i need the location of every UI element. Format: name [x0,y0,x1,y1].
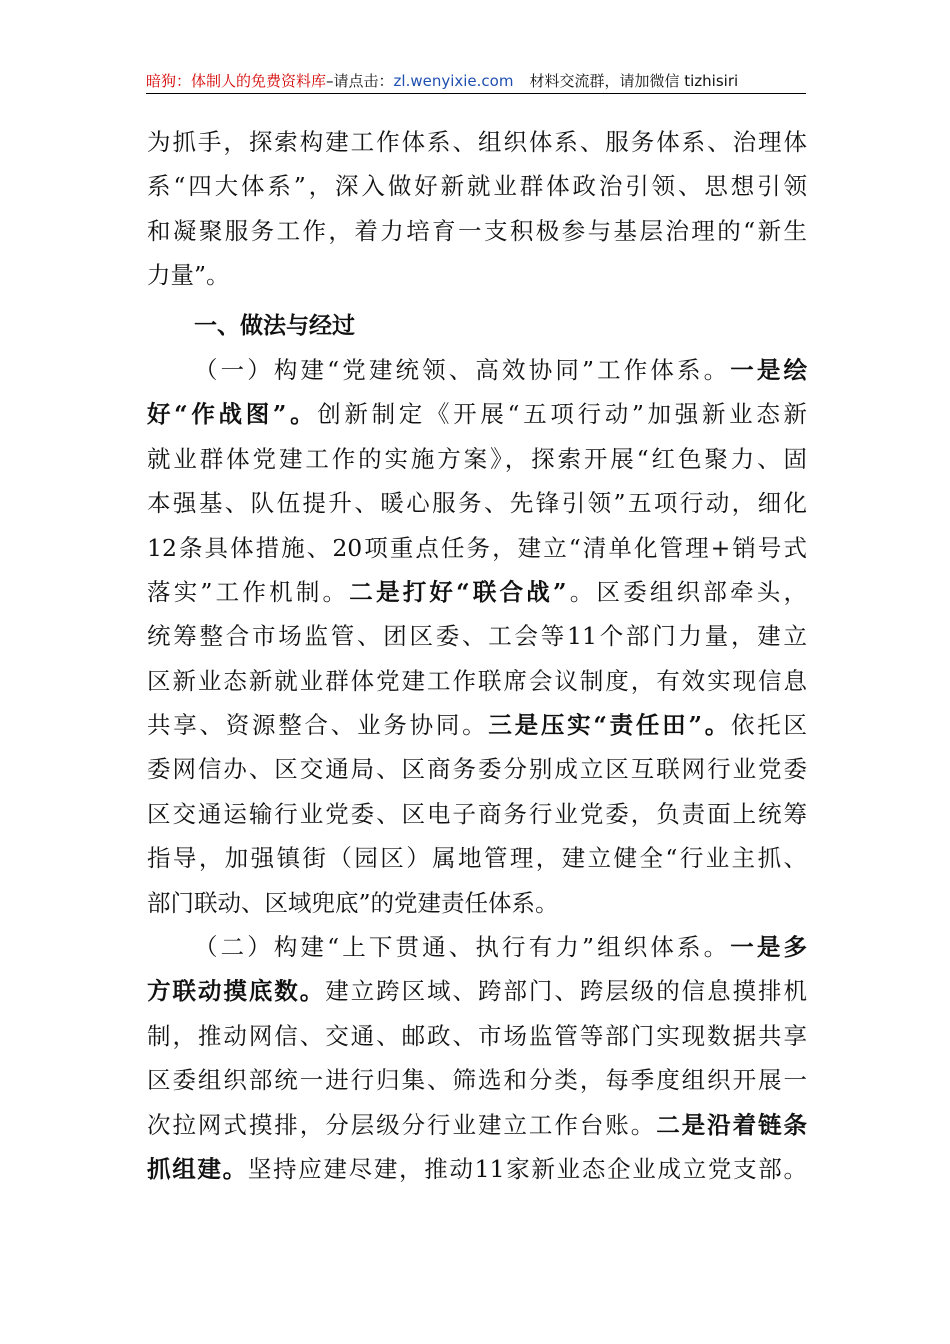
paragraph-line [147,969,807,1013]
paragraph-line: 系“四大体系”，深入做好新就业群体政治引领、思想引领 [147,172,807,201]
header-url-link[interactable]: zl.wenyixie.com [393,72,514,90]
bold-lead: 二是打好“联合战” [349,577,567,606]
paragraph-line: 12条具体措施、20项重点任务，建立“清单化管理+销号式 [147,533,807,562]
paragraph-line [147,925,807,969]
paragraph-line: 区新业态新就业群体党建工作联席会议制度，有效实现信息 [147,666,807,695]
bold-lead: 二是沿着链条 [656,1110,808,1139]
bold-lead: 好“作战图”。 [147,400,318,429]
bold-lead: 一是绘 [730,355,808,384]
paragraph-line [147,570,807,614]
paragraph-line: 力量”。 [147,261,230,290]
paragraph-line [147,392,807,436]
section-heading: 一、做法与经过 [194,312,355,339]
paragraph-line [147,1147,807,1191]
bold-lead: 方联动摸底数。 [147,977,326,1006]
page-header [146,70,810,94]
bold-lead: 抓组建。 [147,1154,248,1183]
subsection-title: （二）构建“上下贯通、执行有力”组织体系。 [194,933,731,962]
header-site-name: 暗狗：体制人的免费资料库 [146,72,327,90]
text-run: 建立跨区域、跨部门、跨层级的信息摸排机 [325,977,808,1006]
paragraph-line [147,348,807,392]
text-run: 依托区 [730,711,808,740]
paragraph-line: 指导，加强镇街（园区）属地管理，建立健全“行业主抓、 [147,844,807,873]
paragraph-line: 和凝聚服务工作，着力培育一支积极参与基层治理的“新生 [147,216,807,245]
bold-lead: 一是多 [730,933,808,962]
paragraph-line: 就业群体党建工作的实施方案》，探索开展“红色聚力、固 [147,444,807,473]
text-run: 次拉网式摸排，分层级分行业建立工作台账。 [147,1110,657,1139]
header-click-prompt: –请点击： [326,72,394,90]
document-body [147,120,807,1191]
paragraph-line: 部门联动、区域兜底”的党建责任体系。 [147,888,559,917]
text-run: 共享、资源整合、业务协同。 [147,711,489,740]
paragraph-line: 区交通运输行业党委、区电子商务行业党委，负责面上统筹 [147,799,807,828]
header-wechat-note: 材料交流群，请加微信 tizhisiri [529,72,739,90]
paragraph-line: 区委组织部统一进行归集、筛选和分类，每季度组织开展一 [147,1066,807,1095]
text-run: 坚持应建尽建，推动11家新业态企业成立党支部。 [247,1154,808,1183]
subsection-title: （一）构建“党建统领、高效协同”工作体系。 [194,355,731,384]
paragraph-line: 本强基、队伍提升、暖心服务、先锋引领”五项行动，细化 [147,489,807,518]
paragraph-line: 为抓手，探索构建工作体系、组织体系、服务体系、治理体 [147,128,807,156]
text-run: 创新制定《开展“五项行动”加强新业态新 [317,400,807,429]
bold-lead: 三是压实“责任田”。 [488,711,731,740]
header-divider [146,93,806,94]
paragraph-line [147,703,807,747]
paragraph-line: 统筹整合市场监管、团区委、工会等11个部门力量，建立 [147,622,807,651]
paragraph-line: 制，推动网信、交通、邮政、市场监管等部门实现数据共享 [147,1021,807,1050]
paragraph-line: 委网信办、区交通局、区商务委分别成立区互联网行业党委 [147,755,807,784]
text-run: 落实”工作机制。 [147,577,350,606]
text-run: 。区委组织部牵头， [566,577,808,606]
paragraph-line [147,1103,807,1147]
